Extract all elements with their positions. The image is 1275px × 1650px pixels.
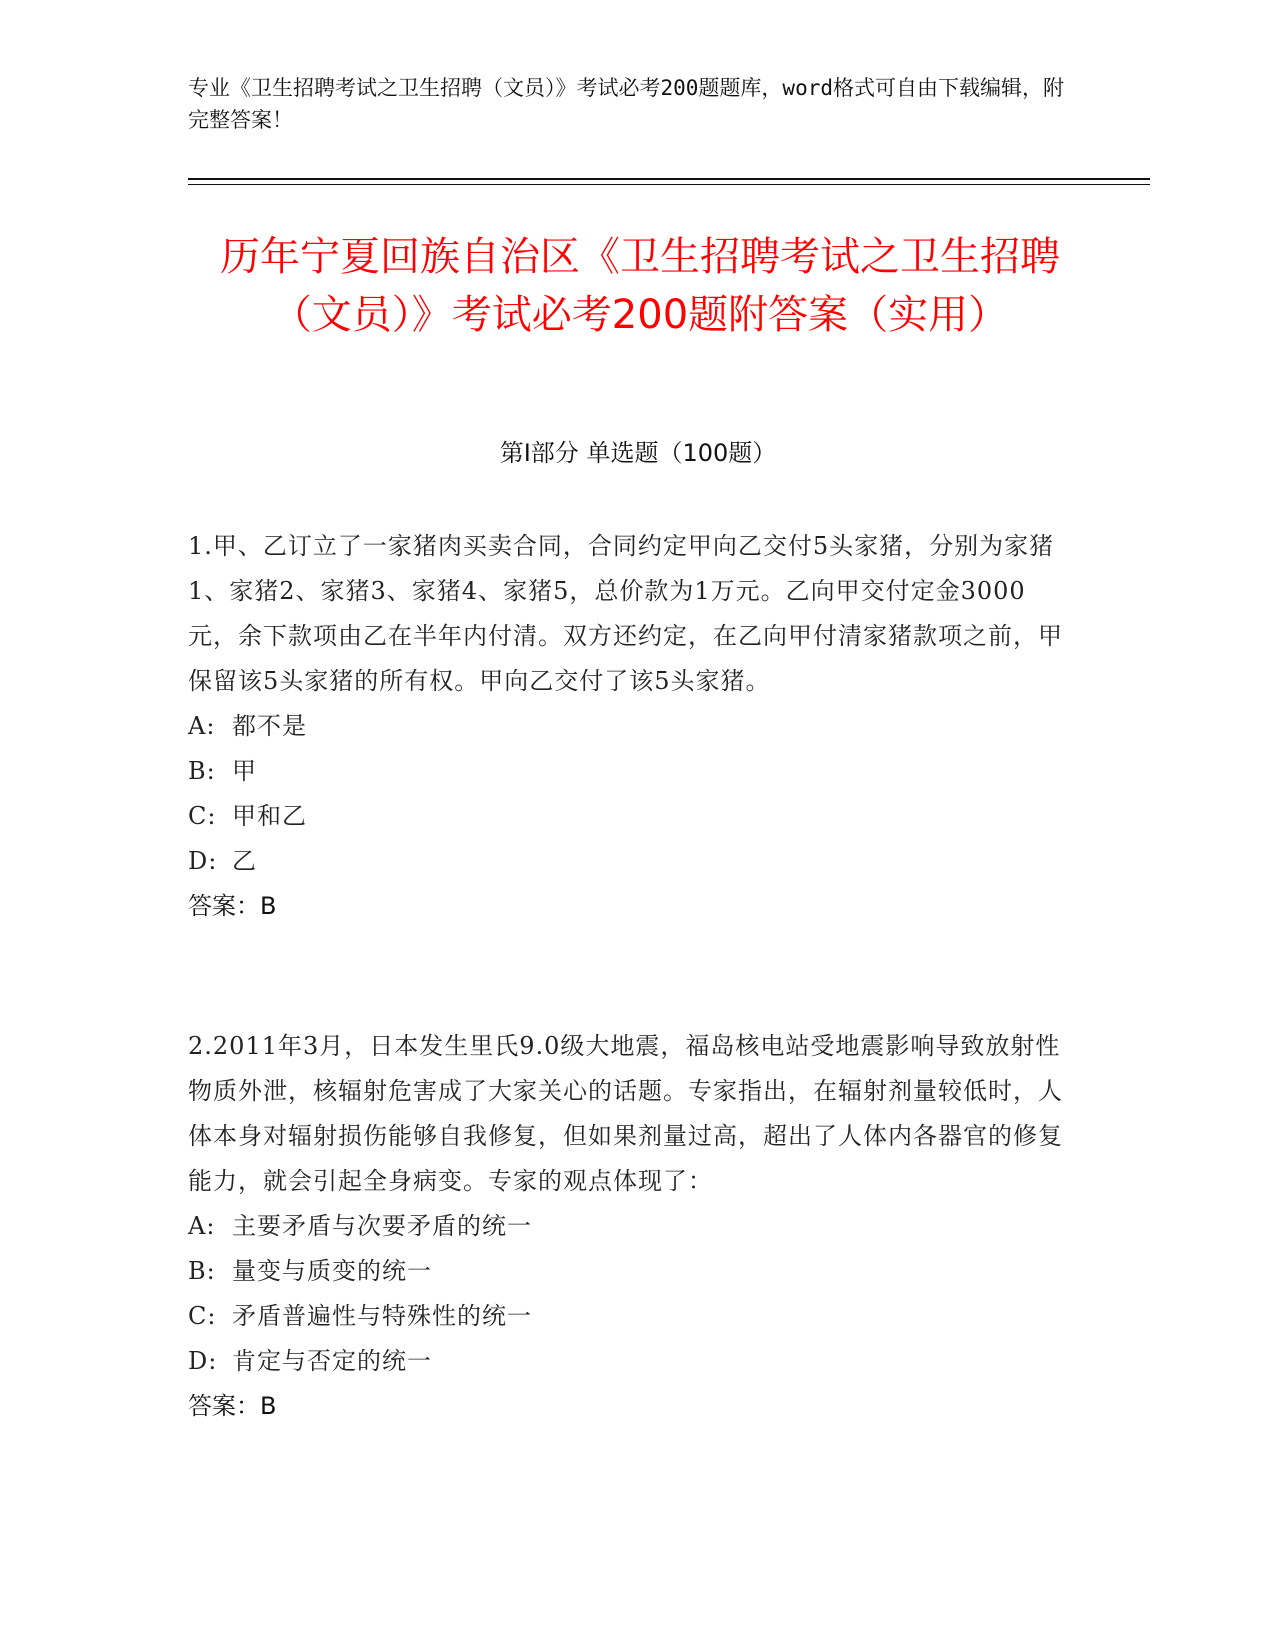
option-key: D: [188,847,218,875]
option-a [188,704,1068,749]
option-text: 乙 [232,847,257,875]
answer: 答案：B [188,1392,277,1420]
question-1 [188,524,1068,929]
option-text: 肯定与否定的统一 [232,1347,432,1375]
question-stem: 1.甲、乙订立了一家猪肉买卖合同，合同约定甲向乙交付5头家猪，分别为家猪1、家猪2、家猪3、家猪4、家猪5，总价款为1万元。乙向甲交付定金3000元，余下款项由乙在半年内付清。双方还约定，在乙向甲付清家猪款项之前，甲保留该5头家猪的所有权。甲向乙交付了该5头家猪。 [188,532,1063,695]
answer: 答案：B [188,892,277,920]
option-text: 矛盾普遍性与特殊性的统一 [232,1302,532,1330]
option-a [188,1204,1068,1249]
option-b [188,749,1068,794]
option-c [188,794,1068,839]
option-text: 甲和乙 [232,802,307,830]
option-key: B: [188,757,216,785]
question-stem: 2.2011年3月，日本发生里氏9.0级大地震，福岛核电站受地震影响导致放射性物质外泄，核辐射危害成了大家关心的话题。专家指出，在辐射剂量较低时，人体本身对辐射损伤能够自我修复，但如果剂量过高，超出了人体内各器官的修复能力，就会引起全身病变。专家的观点体现了： [188,1032,1063,1195]
option-d [188,1339,1068,1384]
document-title: 历年宁夏回族自治区《卫生招聘考试之卫生招聘（文员）》考试必考200题附答案（实用） [220,234,1060,338]
option-key: A: [188,1212,216,1240]
option-b [188,1249,1068,1294]
question-2 [188,1024,1068,1429]
section-heading: 第I部分 单选题（100题） [499,439,777,467]
option-key: D: [188,1347,218,1375]
option-text: 都不是 [232,712,307,740]
option-text: 甲 [232,757,257,785]
option-key: C: [188,1302,217,1330]
option-key: A: [188,712,216,740]
header-divider-thick [188,178,1150,180]
option-key: C: [188,802,217,830]
option-c [188,1294,1068,1339]
header-note: 专业《卫生招聘考试之卫生招聘（文员）》考试必考200题题库，word格式可自由下载编辑，附完整答案！ [188,76,1064,132]
option-key: B: [188,1257,216,1285]
option-text: 主要矛盾与次要矛盾的统一 [232,1212,532,1240]
option-text: 量变与质变的统一 [232,1257,432,1285]
option-d [188,839,1068,884]
header-divider-thin [188,184,1150,185]
